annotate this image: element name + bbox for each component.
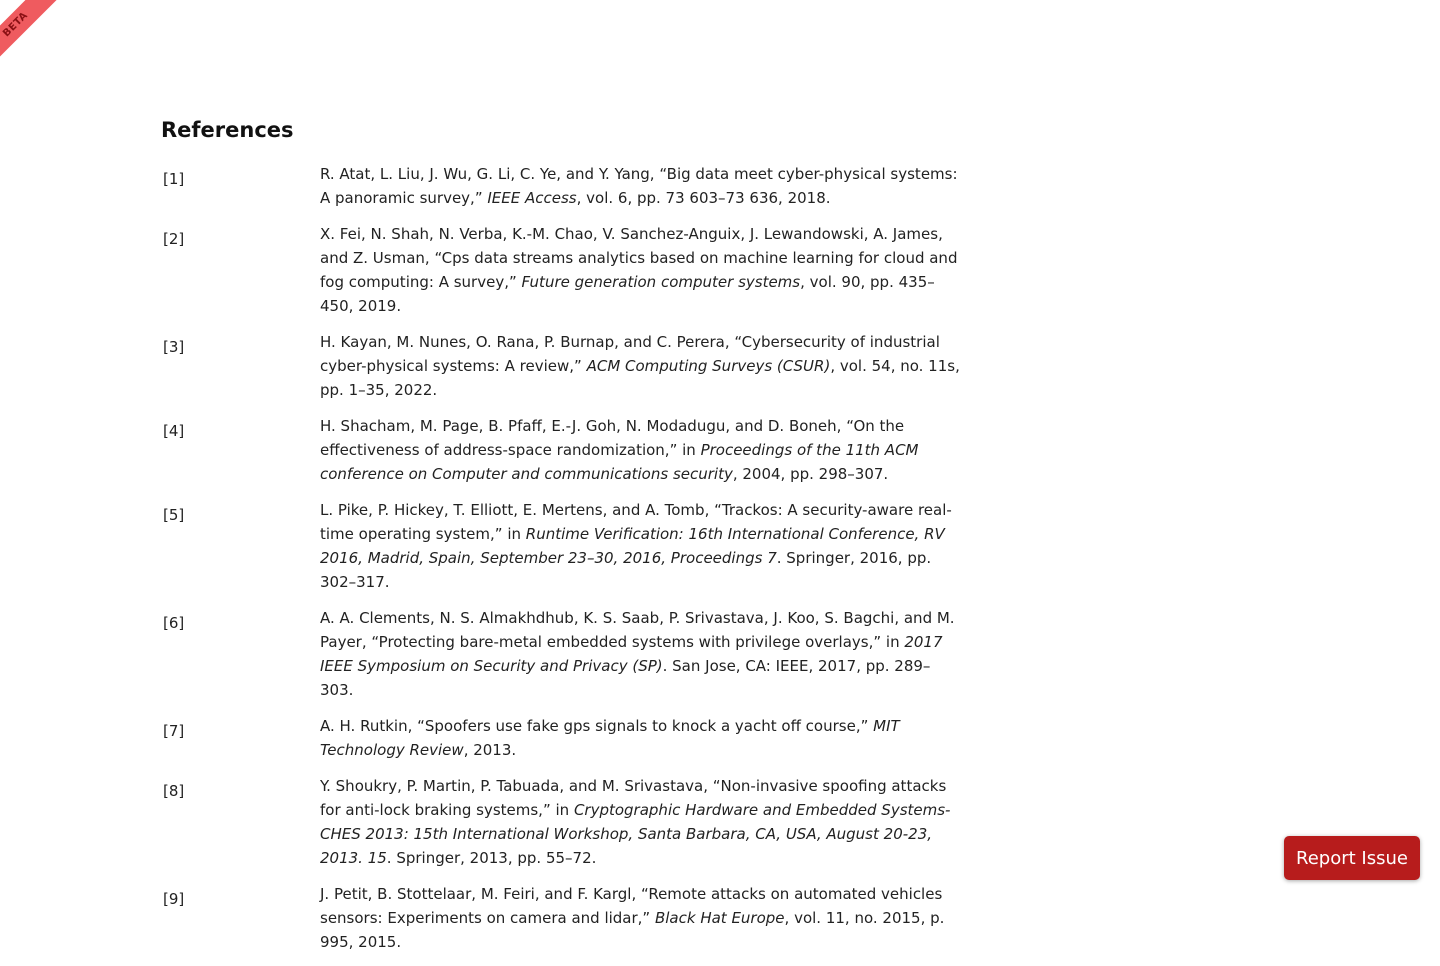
reference-text [320, 162, 961, 210]
reference-text-part: , 2004, pp. 298–307. [732, 465, 889, 483]
reference-venue: Black Hat Europe [654, 909, 785, 927]
reference-text-part: H. Shacham, M. Page, B. Pfaff, E.-J. Goh, N. Modadugu, and D. Boneh, “On the effectiveness of address-space randomization,” in [320, 417, 905, 459]
reference-text-part: , 2013. [463, 741, 517, 759]
reference-label: [4] [163, 422, 185, 440]
reference-label: [8] [163, 782, 185, 800]
reference-text-part: , vol. 6, pp. 73 603–73 636, 2018. [576, 189, 831, 207]
reference-item [161, 774, 961, 870]
reference-text [320, 330, 961, 402]
reference-text-part: A. A. Clements, N. S. Almakhdhub, K. S. Saab, P. Srivastava, J. Koo, S. Bagchi, and M. Payer, “Protecting bare-metal embedded systems with privilege overlays,” in [320, 609, 955, 651]
reference-item [161, 330, 961, 402]
reference-label: [6] [163, 614, 185, 632]
reference-label: [5] [163, 506, 185, 524]
reference-text-part: J. Petit, B. Stottelaar, M. Feiri, and F. Kargl, “Remote attacks on automated vehicles sensors: Experiments on camera and lidar,” [320, 885, 943, 927]
reference-label: [7] [163, 722, 185, 740]
reference-item [161, 414, 961, 486]
reference-label: [3] [163, 338, 185, 356]
reference-label: [1] [163, 170, 185, 188]
reference-venue: ACM Computing Surveys (CSUR) [586, 357, 831, 375]
reference-text-part: H. Kayan, M. Nunes, O. Rana, P. Burnap, and C. Perera, “Cybersecurity of industrial cyber-physical systems: A review,” [320, 333, 940, 375]
reference-text-part: L. Pike, P. Hickey, T. Elliott, E. Mertens, and A. Tomb, “Trackos: A security-aware real-time operating system,” in [320, 501, 952, 543]
reference-item [161, 714, 961, 762]
reference-text-part: , vol. 11, no. 2015, p. 995, 2015. [320, 909, 945, 951]
reference-item [161, 882, 961, 954]
reference-venue: Future generation computer systems [521, 273, 801, 291]
references-heading: References [161, 118, 294, 142]
references-list [161, 162, 961, 954]
reference-text [320, 414, 961, 486]
reference-text-part: . Springer, 2013, pp. 55–72. [386, 849, 597, 867]
reference-item [161, 606, 961, 702]
reference-text [320, 606, 961, 702]
reference-venue: MIT Technology Review [320, 717, 900, 759]
reference-text-part: , vol. 90, pp. 435–450, 2019. [320, 273, 935, 315]
reference-text [320, 774, 961, 870]
reference-label: [9] [163, 890, 185, 908]
reference-venue: 2017 IEEE Symposium on Security and Privacy (SP) [320, 633, 943, 675]
reference-text-part: Y. Shoukry, P. Martin, P. Tabuada, and M. Srivastava, “Non-invasive spoofing attacks for anti-lock braking systems,” in [320, 777, 947, 819]
reference-text-part: , vol. 54, no. 11s, pp. 1–35, 2022. [320, 357, 960, 399]
reference-item [161, 498, 961, 594]
reference-label: [2] [163, 230, 185, 248]
report-issue-button[interactable]: Report Issue [1284, 836, 1420, 880]
reference-item [161, 222, 961, 318]
reference-text [320, 714, 961, 762]
beta-label: BETA [0, 0, 73, 82]
reference-item [161, 162, 961, 210]
reference-text [320, 498, 961, 594]
reference-venue: IEEE Access [487, 189, 577, 207]
reference-text-part: R. Atat, L. Liu, J. Wu, G. Li, C. Ye, and Y. Yang, “Big data meet cyber-physical systems: A panoramic survey,” [320, 165, 958, 207]
reference-venue: Runtime Verification: 16th International Conference, RV 2016, Madrid, Spain, September 23–30, 2016, Proceedings 7 [320, 525, 945, 567]
reference-text [320, 222, 961, 318]
reference-text [320, 882, 961, 954]
reference-text-part: . Springer, 2016, pp. 302–317. [320, 549, 932, 591]
reference-text-part: X. Fei, N. Shah, N. Verba, K.-M. Chao, V. Sanchez-Anguix, J. Lewandowski, A. James, and Z. Usman, “Cps data streams analytics based on machine learning for cloud and fog computing: A survey,” [320, 225, 958, 291]
beta-ribbon [0, 0, 120, 120]
reference-venue: Cryptographic Hardware and Embedded Systems-CHES 2013: 15th International Workshop, Santa Barbara, CA, USA, August 20-23, 2013. 15 [320, 801, 951, 867]
references-section [161, 118, 961, 966]
reference-text-part: . San Jose, CA: IEEE, 2017, pp. 289–303. [320, 657, 931, 699]
reference-venue: Proceedings of the 11th ACM conference on Computer and communications security [320, 441, 919, 483]
reference-text-part: A. H. Rutkin, “Spoofers use fake gps signals to knock a yacht off course,” [320, 717, 874, 735]
